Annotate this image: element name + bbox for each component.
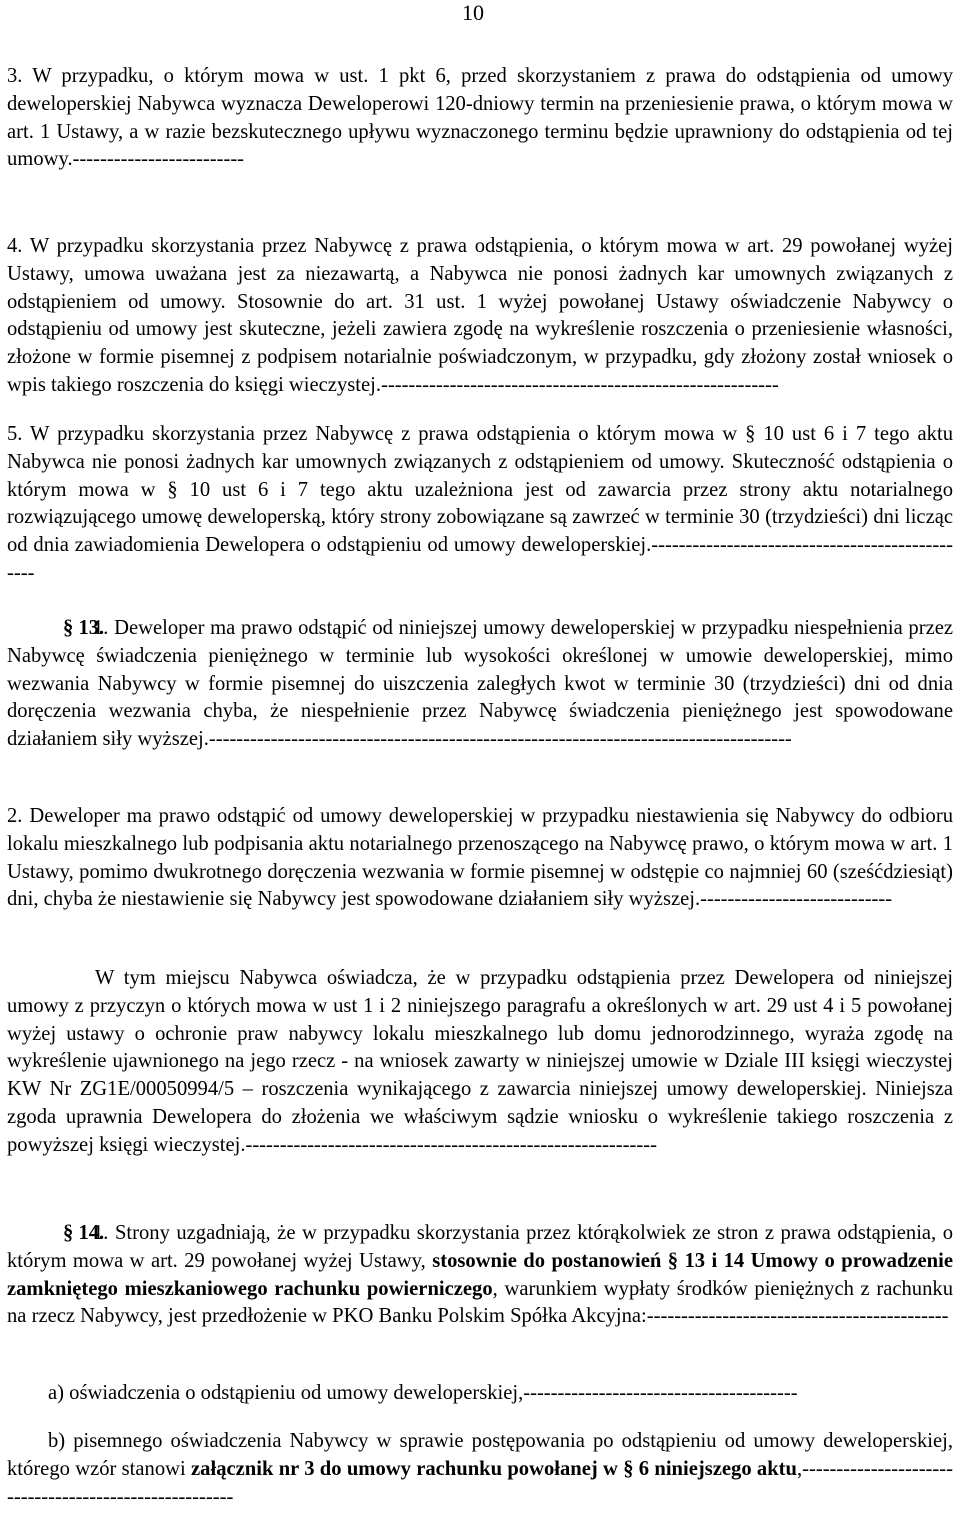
paragraph-5: 5. W przypadku skorzystania przez Nabywcę z prawa odstąpienia o którym mowa w § 10 ust 6 i 7 tego aktu Nabywca nie ponosi żadnych kar umownych związanych z odstąpieniem od umowy. Skuteczność odstąpienia o którym mowa w § 10 ust 6 i 7 tego aktu uzależniona jest od zawarcia przez strony aktu notarialnego rozwiązującego umowę deweloperską, który strony zobowiązane są zawrzeć w terminie 30 (trzydzieści) dni licząc od dnia zawiadomienia Dewelopera o odstąpieniu od umowy deweloperskiej.------------------------------------------------ [7,423,953,584]
list-item-a: a) oświadczenia o odstąpieniu od umowy deweloperskiej,---------------------------------------- [48,1382,798,1404]
section-13-paragraph-1 [7,615,953,754]
section-13-number: § 13. [63,617,105,639]
section-13-paragraph-2: 2. Deweloper ma prawo odstąpić od umowy deweloperskiej w przypadku niestawienia się Nabywcy do odbioru lokalu mieszkalnego lub podpisania aktu notarialnego przenoszącego na Nabywcę prawo, o którym mowa w art. 1 Ustawy, pomimo dwukrotnego doręczenia wezwania w formie pisemnej w odstępie co najmniej 60 (sześćdziesiąt) dni, chyba że niestawienie się Nabywcy jest spowodowane działaniem siły wyższej.---------------------------- [7,805,953,911]
section-13-statement: W tym miejscu Nabywca oświadcza, że w przypadku odstąpienia przez Dewelopera od niniejszej umowy z przyczyn o których mowa w ust 1 i 2 niniejszego paragrafu a określonych w art. 29 ust 4 i 5 powołanej wyżej ustawy o ochronie praw nabywcy lokalu mieszkalnego lub domu jednorodzinnego, wyraża zgodę na wykreślenie ujawnionego na jego rzecz - na wniosek zawarty w niniejszej umowie w Dziale III księgi wieczystej KW Nr ZG1E/00050994/5 – roszczenia wynikającego z zawarcia niniejszej umowy deweloperskiej. Niniejsza zgoda uprawnia Dewelopera do złożenia we właściwym sądzie wniosku o wykreślenie takiego roszczenia z powyższej księgi wieczystej.------------------------------------------------------------ [7,967,953,1156]
list-item-b-text-a: b) pisemnego oświadczenia Nabywcy w sprawie postępowania po odstąpieniu od umowy deweloperskiej, którego wzór stanowi [7,1430,953,1480]
section-14-p1-text-c: , warunkiem wypłaty środków pieniężnych z rachunku na rzecz Nabywcy, jest przedłożenie w PKO Banku Polskim Spółka Akcyjna:-------------------------------------------- [7,1277,953,1328]
section-14-p1-bold: stosownie do postanowień § 13 i 14 Umowy o prowadzenie zamkniętego mieszkaniowego rachunku powierniczego [7,1249,953,1300]
list-item-b-text-c: ,------------------------------------------------------- [7,1457,953,1508]
section-14-number: § 14. [63,1222,105,1244]
section-13-p1-text: 1. Deweloper ma prawo odstąpić od niniejszej umowy deweloperskiej w przypadku niespełnienia przez Nabywcę świadczenia pieniężnego w terminie lub wysokości określonej w umowie deweloperskiej, mimo wezwania Nabywcy w formie pisemnej do uiszczenia zaległych kwot w terminie 30 (trzydzieści) dni od dnia doręczenia wezwania chyba, że niespełnienie przez Nabywcę świadczenia pieniężnego jest spowodowane działaniem siły wyższej.------------------------------------------------------------------------------------- [7,617,953,751]
section-14-paragraph-1 [7,1220,953,1331]
paragraph-3: 3. W przypadku, o którym mowa w ust. 1 pkt 6, przed skorzystaniem z prawa do odstąpienia od umowy deweloperskiej Nabywca wyznacza Deweloperowi 120-dniowy termin na przeniesienie prawa, o którym mowa w art. 1 Ustawy, a w razie bezskutecznego upływu wyznaczonego terminu będzie uprawniony do odstąpienia od tej umowy.------------------------- [7,65,953,171]
page-number: 10 [462,0,484,25]
section-14-p1-text-a: 1. Strony uzgadniają, że w przypadku skorzystania przez którąkolwiek ze stron z prawa odstąpienia, o którym mowa w art. 29 powołanej wyżej Ustawy, [7,1222,953,1272]
paragraph-4: 4. W przypadku skorzystania przez Nabywcę z prawa odstąpienia, o którym mowa w art. 29 powołanej wyżej Ustawy, umowa uważana jest za niezawartą, a Nabywca nie ponosi żadnych kar umownych związanych z odstąpieniem od umowy. Stosownie do art. 31 ust. 1 wyżej powołanej Ustawy oświadczenie Nabywcy o odstąpieniu od umowy jest skuteczne, jeżeli zawiera zgodę na wykreślenie roszczenia o przeniesienie własności, złożone w formie pisemnej z podpisem notarialnie poświadczonym, w przypadku, gdy złożony został wniosek o wpis takiego roszczenia do księgi wieczystej.---------------------------------------------------------- [7,235,953,396]
list-item-b [7,1428,953,1511]
list-item-b-bold: załącznik nr 3 do umowy rachunku powołanej w § 6 niniejszego aktu [191,1457,797,1480]
